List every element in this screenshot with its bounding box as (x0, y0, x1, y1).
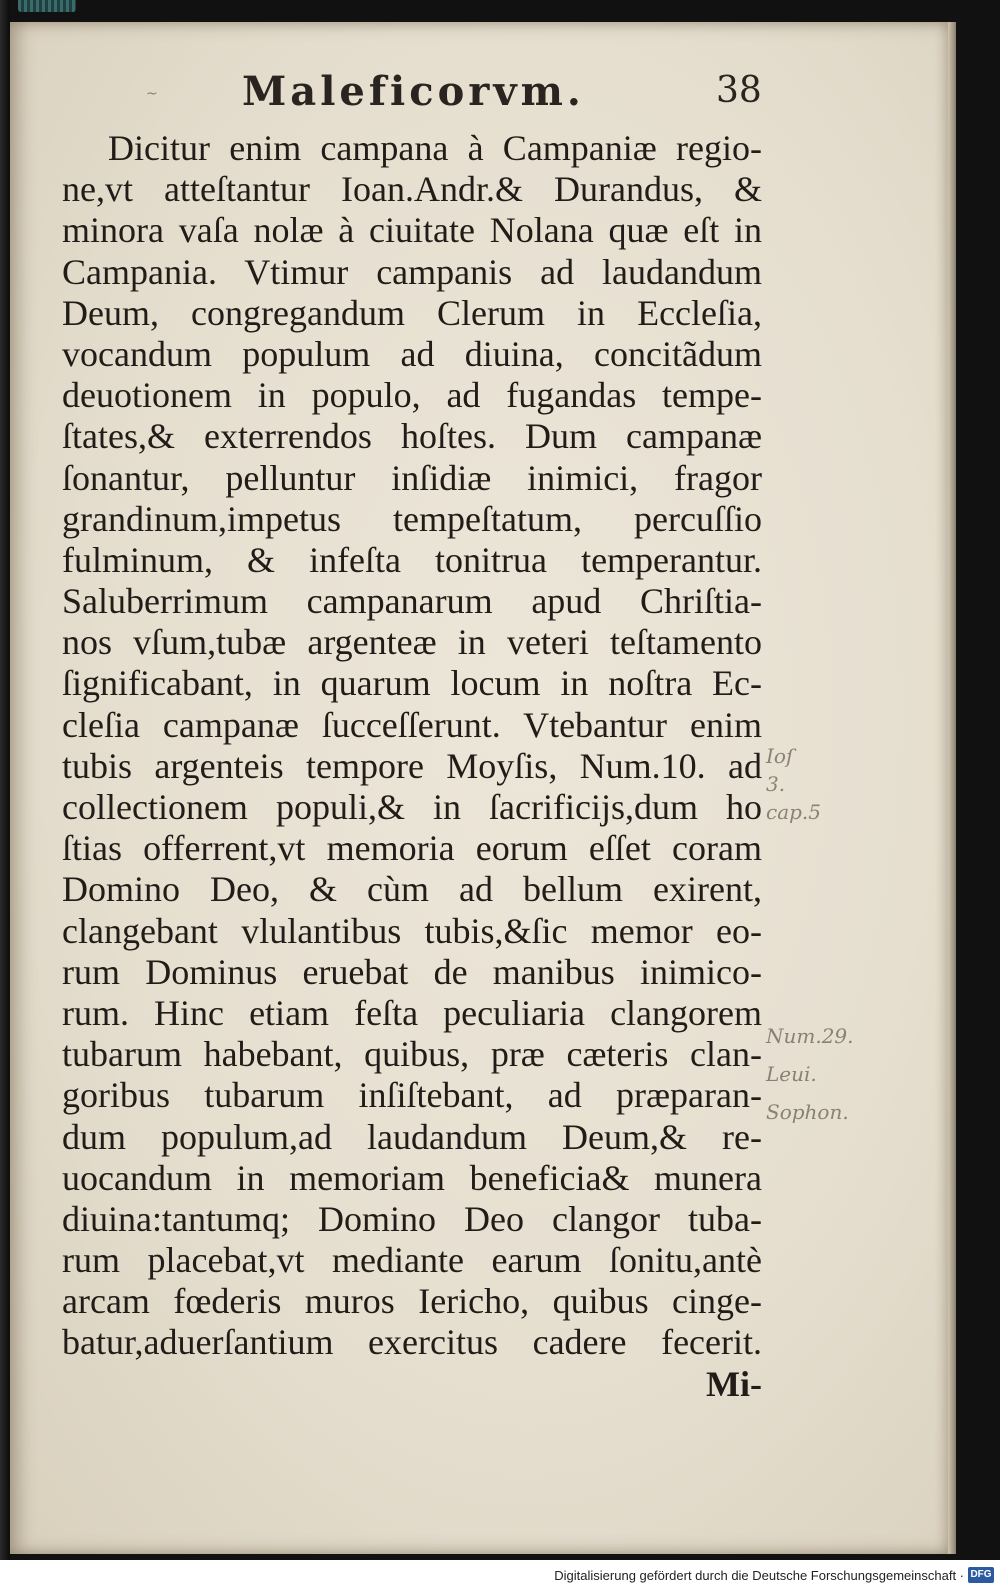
margin-note: Ioſ (766, 744, 794, 768)
book-binding-edge (0, 0, 10, 1560)
text-line: diuina:tantumq; Domino Deo clangor tuba- (62, 1198, 762, 1239)
text-line: tubarum habebant, quibus, præ cæteris clan- (62, 1034, 762, 1075)
text-line: nos vſum,tubæ argenteæ in veteri teſtamento (62, 622, 762, 663)
text-line: ſtates,& exterrendos hoſtes. Dum campanæ (62, 416, 762, 457)
margin-note: Leui. (766, 1062, 817, 1086)
text-line: ſignificabant, in quarum locum in noſtra Ec- (62, 663, 762, 704)
catchword: Mi- (706, 1363, 762, 1404)
text-line: uocandum in memoriam beneficia& munera (62, 1157, 762, 1198)
margin-note: Num.29. (766, 1024, 854, 1048)
folio-number: 38 (716, 70, 762, 111)
text-line: ne,vt atteſtantur Ioan.Andr.& Durandus, & (62, 169, 762, 210)
text-line: Campania. Vtimur campanis ad laudandum (62, 251, 762, 292)
text-line: vocandum populum ad diuina, concitãdum (62, 333, 762, 374)
margin-note: cap.5 (766, 800, 822, 824)
text-line: batur,aduerſantium exercitus cadere fecerit. (62, 1322, 762, 1363)
page-fore-edge (948, 22, 956, 1554)
dfg-logo: DFG (968, 1567, 994, 1583)
running-head-title: Maleficorvm. (242, 68, 585, 115)
text-line: arcam fœderis muros Iericho, quibus cinge- (62, 1281, 762, 1322)
funding-credit: Digitalisierung gefördert durch die Deutsche Forschungsgemeinschaft · (554, 1568, 964, 1583)
text-line: minora vaſa nolæ à ciuitate Nolana quæ eſt in (62, 210, 762, 251)
margin-note: 3. (766, 772, 786, 796)
ornament-mark: ~ (146, 86, 158, 102)
text-line: rum Dominus eruebat de manibus inimico- (62, 951, 762, 992)
bookmark-ribbon (18, 0, 76, 12)
body-text (62, 128, 762, 1405)
text-line: rum placebat,vt mediante earum ſonitu,antè (62, 1240, 762, 1281)
text-line: cleſia campanæ ſucceſſerunt. Vtebantur enim (62, 704, 762, 745)
text-line: Domino Deo, & cùm ad bellum exirent, (62, 869, 762, 910)
book-page (10, 22, 948, 1554)
running-head (10, 68, 948, 128)
text-line: clangebant vlulantibus tubis,&ſic memor eo- (62, 910, 762, 951)
text-line: grandinum,impetus tempeſtatum, percuſſio (62, 498, 762, 539)
text-line: ſonantur, pelluntur inſidiæ inimici, fragor (62, 457, 762, 498)
text-line: Dicitur enim campana à Campaniæ regio- (108, 128, 762, 168)
text-line: Deum, congregandum Clerum in Eccleſia, (62, 292, 762, 333)
text-line: fulminum, & infeſta tonitrua temperantur. (62, 539, 762, 580)
text-line: goribus tubarum inſiſtebant, ad præparan- (62, 1075, 762, 1116)
text-line: collectionem populi,& in ſacrificijs,dum ho (62, 787, 762, 827)
text-line: Saluberrimum campanarum apud Chriſtia- (62, 581, 762, 622)
text-line: tubis argenteis tempore Moyſis, Num.10. ad (62, 745, 762, 786)
text-line: dum populum,ad laudandum Deum,& re- (62, 1116, 762, 1157)
text-line: deuotionem in populo, ad fugandas tempe- (62, 375, 762, 416)
margin-note: Sophon. (766, 1100, 849, 1124)
digitization-footer (0, 1560, 1000, 1592)
text-line: rum. Hinc etiam feſta peculiaria clangorem (62, 992, 762, 1033)
text-line: ſtias offerrent,vt memoria eorum eſſet coram (62, 828, 762, 869)
